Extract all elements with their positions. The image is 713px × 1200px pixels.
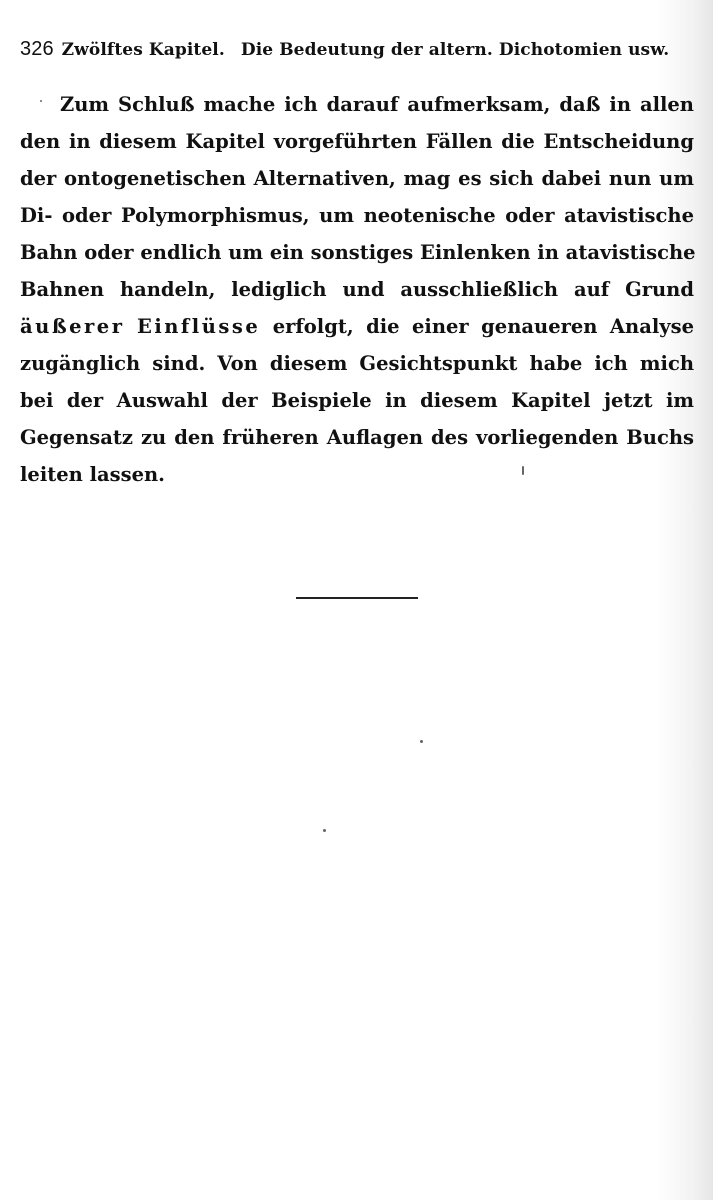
- text-line: Di- oder Polymorphismus, um neotenische oder atavistische: [20, 204, 694, 227]
- text-line-spaced: [20, 308, 694, 345]
- paragraph: [20, 86, 694, 493]
- chapter-label: Zwölftes Kapitel.: [61, 40, 225, 60]
- section-title: Die Bedeutung der altern. Dichotomien usw.: [240, 40, 670, 60]
- text-line: Bahn oder endlich um ein sonstiges Einlenken in atavistische: [20, 241, 696, 264]
- text-line: den in diesem Kapitel vorgeführten Fällen die Entscheidung: [20, 130, 694, 153]
- end-rule: [296, 597, 418, 599]
- text-line: Gegensatz zu den früheren Auflagen des vorliegenden Buchs: [20, 426, 694, 449]
- scan-speck: [522, 466, 524, 475]
- line-remainder: erfolgt, die einer genaueren Analyse: [272, 315, 694, 338]
- text-line: Zum Schluß mache ich darauf aufmerksam, daß in allen: [60, 93, 694, 116]
- text-line: zugänglich sind. Von diesem Gesichtspunkt habe ich mich: [20, 352, 694, 375]
- spaced-word: äußerer: [20, 315, 125, 338]
- text-line: leiten lassen.: [20, 463, 165, 486]
- scan-speck: [420, 740, 423, 743]
- text-line: bei der Auswahl der Beispiele in diesem Kapitel jetzt im: [20, 389, 694, 412]
- page-number: 326: [20, 38, 54, 60]
- spaced-word: Einflüsse: [136, 315, 261, 338]
- text-line: Bahnen handeln, lediglich und ausschließlich auf Grund: [20, 278, 694, 301]
- running-header: [20, 38, 700, 61]
- scan-speck: [40, 100, 42, 102]
- text-line: der ontogenetischen Alternativen, mag es sich dabei nun um: [20, 167, 694, 190]
- scan-speck: [323, 829, 326, 832]
